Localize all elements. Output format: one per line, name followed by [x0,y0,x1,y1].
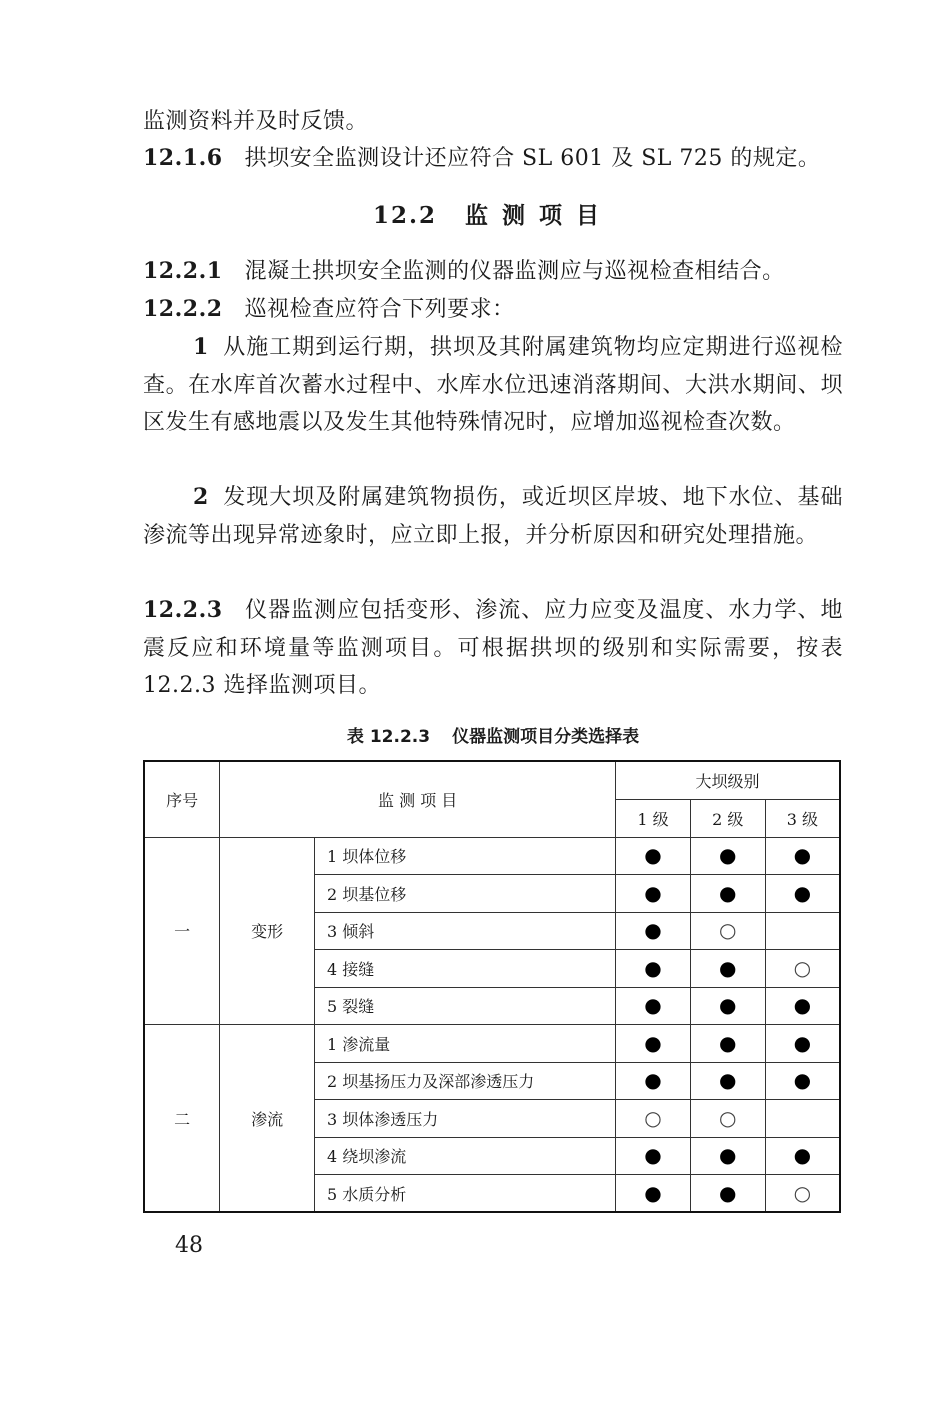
item-2 [143,479,843,554]
selection-mark: ● [793,993,812,1018]
clause-12-2-2 [143,291,843,329]
grade-2-cell [690,1137,765,1175]
item-cell: 2 坝基位移 [315,875,616,913]
selection-mark: ● [719,955,737,980]
header-grade-2: 2 级 [690,799,765,837]
clause-number: 12.1.6 [143,145,223,171]
grade-3-cell [765,875,840,913]
selection-mark: ● [644,955,662,980]
selection-mark: ● [793,843,812,868]
grade-1-cell [616,875,691,913]
group-seq: 一 [144,837,220,1025]
selection-mark: ● [719,880,737,905]
selection-mark: ● [644,1068,662,1093]
clause-number: 12.2.3 [143,597,223,623]
grade-3-cell [765,987,840,1025]
item-text: 从施工期到运行期，拱坝及其附属建筑物均应定期进行巡视检查。在水库首次蓄水过程中、水库水位迅速消落期间、大洪水期间、坝区发生有感地震以及发生其他特殊情况时，应增加巡视检查次数。 [143,335,843,435]
selection-mark: ● [644,880,662,905]
selection-mark: ● [719,843,737,868]
grade-2-cell [690,987,765,1025]
grade-1-cell [616,1137,691,1175]
grade-1-cell [616,1175,691,1213]
selection-mark: ● [644,1143,662,1168]
table-row [144,1025,840,1063]
selection-mark: ● [793,880,812,905]
selection-mark: ● [644,1180,662,1205]
section-title-text: 监测项目 [465,202,614,229]
selection-mark: ● [793,1068,812,1093]
header-grade-1: 1 级 [616,799,691,837]
selection-mark: ● [644,993,662,1018]
group-category: 变形 [220,837,315,1025]
clause-text: 仪器监测应包括变形、渗流、应力应变及温度、水力学、地震反应和环境量等监测项目。可根据拱坝的级别和实际需要，按表 12.2.3 选择监测项目。 [143,598,843,698]
item-cell: 5 水质分析 [315,1175,616,1213]
header-item: 监 测 项 目 [220,761,616,837]
grade-2-cell [690,912,765,950]
selection-mark: ● [719,1180,737,1205]
grade-3-cell [765,1100,840,1138]
monitoring-items-table [143,760,841,1213]
group-category: 渗流 [220,1025,315,1213]
grade-1-cell [616,1100,691,1138]
item-cell: 1 坝体位移 [315,837,616,875]
selection-mark: ○ [719,918,737,943]
grade-3-cell [765,950,840,988]
item-1 [143,329,843,442]
table-title: 仪器监测项目分类选择表 [452,727,640,747]
page-number: 48 [175,1233,203,1258]
selection-mark: ● [719,993,737,1018]
section-heading [143,197,843,230]
grade-2-cell [690,1025,765,1063]
clause-12-1-6 [143,140,843,178]
table-number: 表 12.2.3 [346,727,431,747]
grade-1-cell [616,1025,691,1063]
item-cell: 4 绕坝渗流 [315,1137,616,1175]
clause-text: 巡视检查应符合下列要求： [244,297,515,322]
grade-3-cell [765,1062,840,1100]
section-number: 12.2 [372,202,438,229]
selection-mark: ● [644,918,662,943]
clause-number: 12.2.1 [143,258,223,284]
grade-2-cell [690,1175,765,1213]
grade-3-cell [765,1175,840,1213]
selection-mark: ● [644,843,662,868]
grade-3-cell [765,837,840,875]
selection-mark: ● [644,1030,662,1055]
table-caption [143,722,843,747]
grade-2-cell [690,875,765,913]
grade-1-cell [616,837,691,875]
grade-3-cell [765,1025,840,1063]
grade-1-cell [616,987,691,1025]
paragraph-text: 监测资料并及时反馈。 [143,109,369,134]
clause-text: 混凝土拱坝安全监测的仪器监测应与巡视检查相结合。 [244,259,785,284]
grade-3-cell [765,1137,840,1175]
selection-mark: ● [719,1030,737,1055]
header-grade-group: 大坝级别 [616,761,840,799]
grade-1-cell [616,950,691,988]
item-cell: 2 坝基扬压力及深部渗透压力 [315,1062,616,1100]
item-number: 2 [193,484,209,510]
selection-mark: ○ [719,1105,737,1130]
selection-mark: ● [793,1030,812,1055]
item-cell: 1 渗流量 [315,1025,616,1063]
grade-3-cell [765,912,840,950]
selection-mark: ● [719,1068,737,1093]
table-row [144,837,840,875]
selection-mark: ● [719,1143,737,1168]
paragraph-continuation [143,103,843,141]
grade-2-cell [690,1100,765,1138]
item-text: 发现大坝及附属建筑物损伤，或近坝区岸坡、地下水位、基础渗流等出现异常迹象时，应立即上报，并分析原因和研究处理措施。 [143,485,843,548]
grade-1-cell [616,912,691,950]
selection-mark: ● [793,1143,812,1168]
grade-1-cell [616,1062,691,1100]
clause-12-2-1 [143,253,843,291]
header-seq: 序号 [144,761,220,837]
clause-12-2-3 [143,592,843,705]
selection-mark: ○ [644,1105,662,1130]
group-seq: 二 [144,1025,220,1213]
selection-mark: ○ [793,1180,812,1205]
item-cell: 4 接缝 [315,950,616,988]
item-cell: 5 裂缝 [315,987,616,1025]
clause-text: 拱坝安全监测设计还应符合 SL 601 及 SL 725 的规定。 [244,146,821,171]
grade-2-cell [690,837,765,875]
item-cell: 3 坝体渗透压力 [315,1100,616,1138]
item-cell: 3 倾斜 [315,912,616,950]
header-grade-3: 3 级 [765,799,840,837]
clause-number: 12.2.2 [143,296,223,322]
selection-mark: ○ [793,955,812,980]
grade-2-cell [690,1062,765,1100]
item-number: 1 [193,334,209,360]
grade-2-cell [690,950,765,988]
table-header-row [144,761,840,799]
